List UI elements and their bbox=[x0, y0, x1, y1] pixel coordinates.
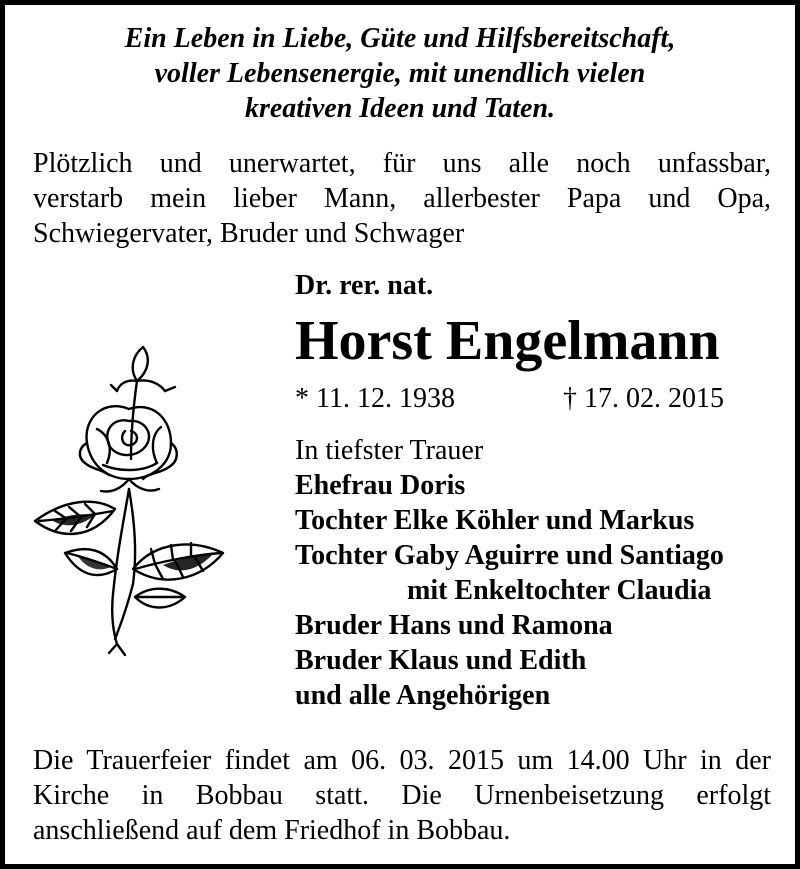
motto-line: Ein Leben in Liebe, Güte und Hilfsbereitschaft, bbox=[124, 23, 676, 54]
mourner-line: mit Enkeltochter Claudia bbox=[407, 575, 712, 606]
deceased-name: Horst Engelmann bbox=[295, 310, 720, 372]
mourning-lead: In tiefster Trauer bbox=[295, 435, 484, 466]
funeral-line: Kirche in Bobbau statt. Die Urnenbeisetzung erfolgt bbox=[33, 780, 771, 811]
funeral-line: Die Trauerfeier findet am 06. 03. 2015 um 14.00 Uhr in der bbox=[33, 745, 771, 776]
motto bbox=[25, 21, 775, 126]
funeral-line: anschließend auf dem Friedhof in Bobbau. bbox=[33, 815, 511, 846]
mourner-line: Tochter Elke Köhler und Markus bbox=[295, 505, 695, 536]
mourner-line: und alle Angehörigen bbox=[295, 680, 551, 711]
mourner-line: Bruder Hans und Ramona bbox=[295, 610, 613, 641]
mourners-list bbox=[295, 433, 724, 713]
intro-line: Schwiegervater, Bruder und Schwager bbox=[33, 218, 465, 249]
funeral-info bbox=[33, 743, 771, 848]
birth-date: * 11. 12. 1938 bbox=[295, 383, 455, 414]
mourner-line: Tochter Gaby Aguirre und Santiago bbox=[295, 540, 724, 571]
motto-line: kreativen Ideen und Taten. bbox=[244, 93, 556, 124]
rose-illustration-icon bbox=[25, 339, 235, 659]
motto-line: voller Lebensenergie, mit unendlich vielen bbox=[154, 58, 646, 89]
intro-text bbox=[33, 146, 771, 251]
academic-title: Dr. rer. nat. bbox=[295, 270, 434, 301]
death-date: † 17. 02. 2015 bbox=[563, 383, 724, 414]
mourner-line: Bruder Klaus und Edith bbox=[295, 645, 587, 676]
intro-line: Plötzlich und unerwartet, für uns alle noch unfassbar, bbox=[33, 148, 771, 179]
mourner-line: Ehefrau Doris bbox=[295, 470, 466, 501]
intro-line: verstarb mein lieber Mann, allerbester Papa und Opa, bbox=[33, 183, 771, 214]
